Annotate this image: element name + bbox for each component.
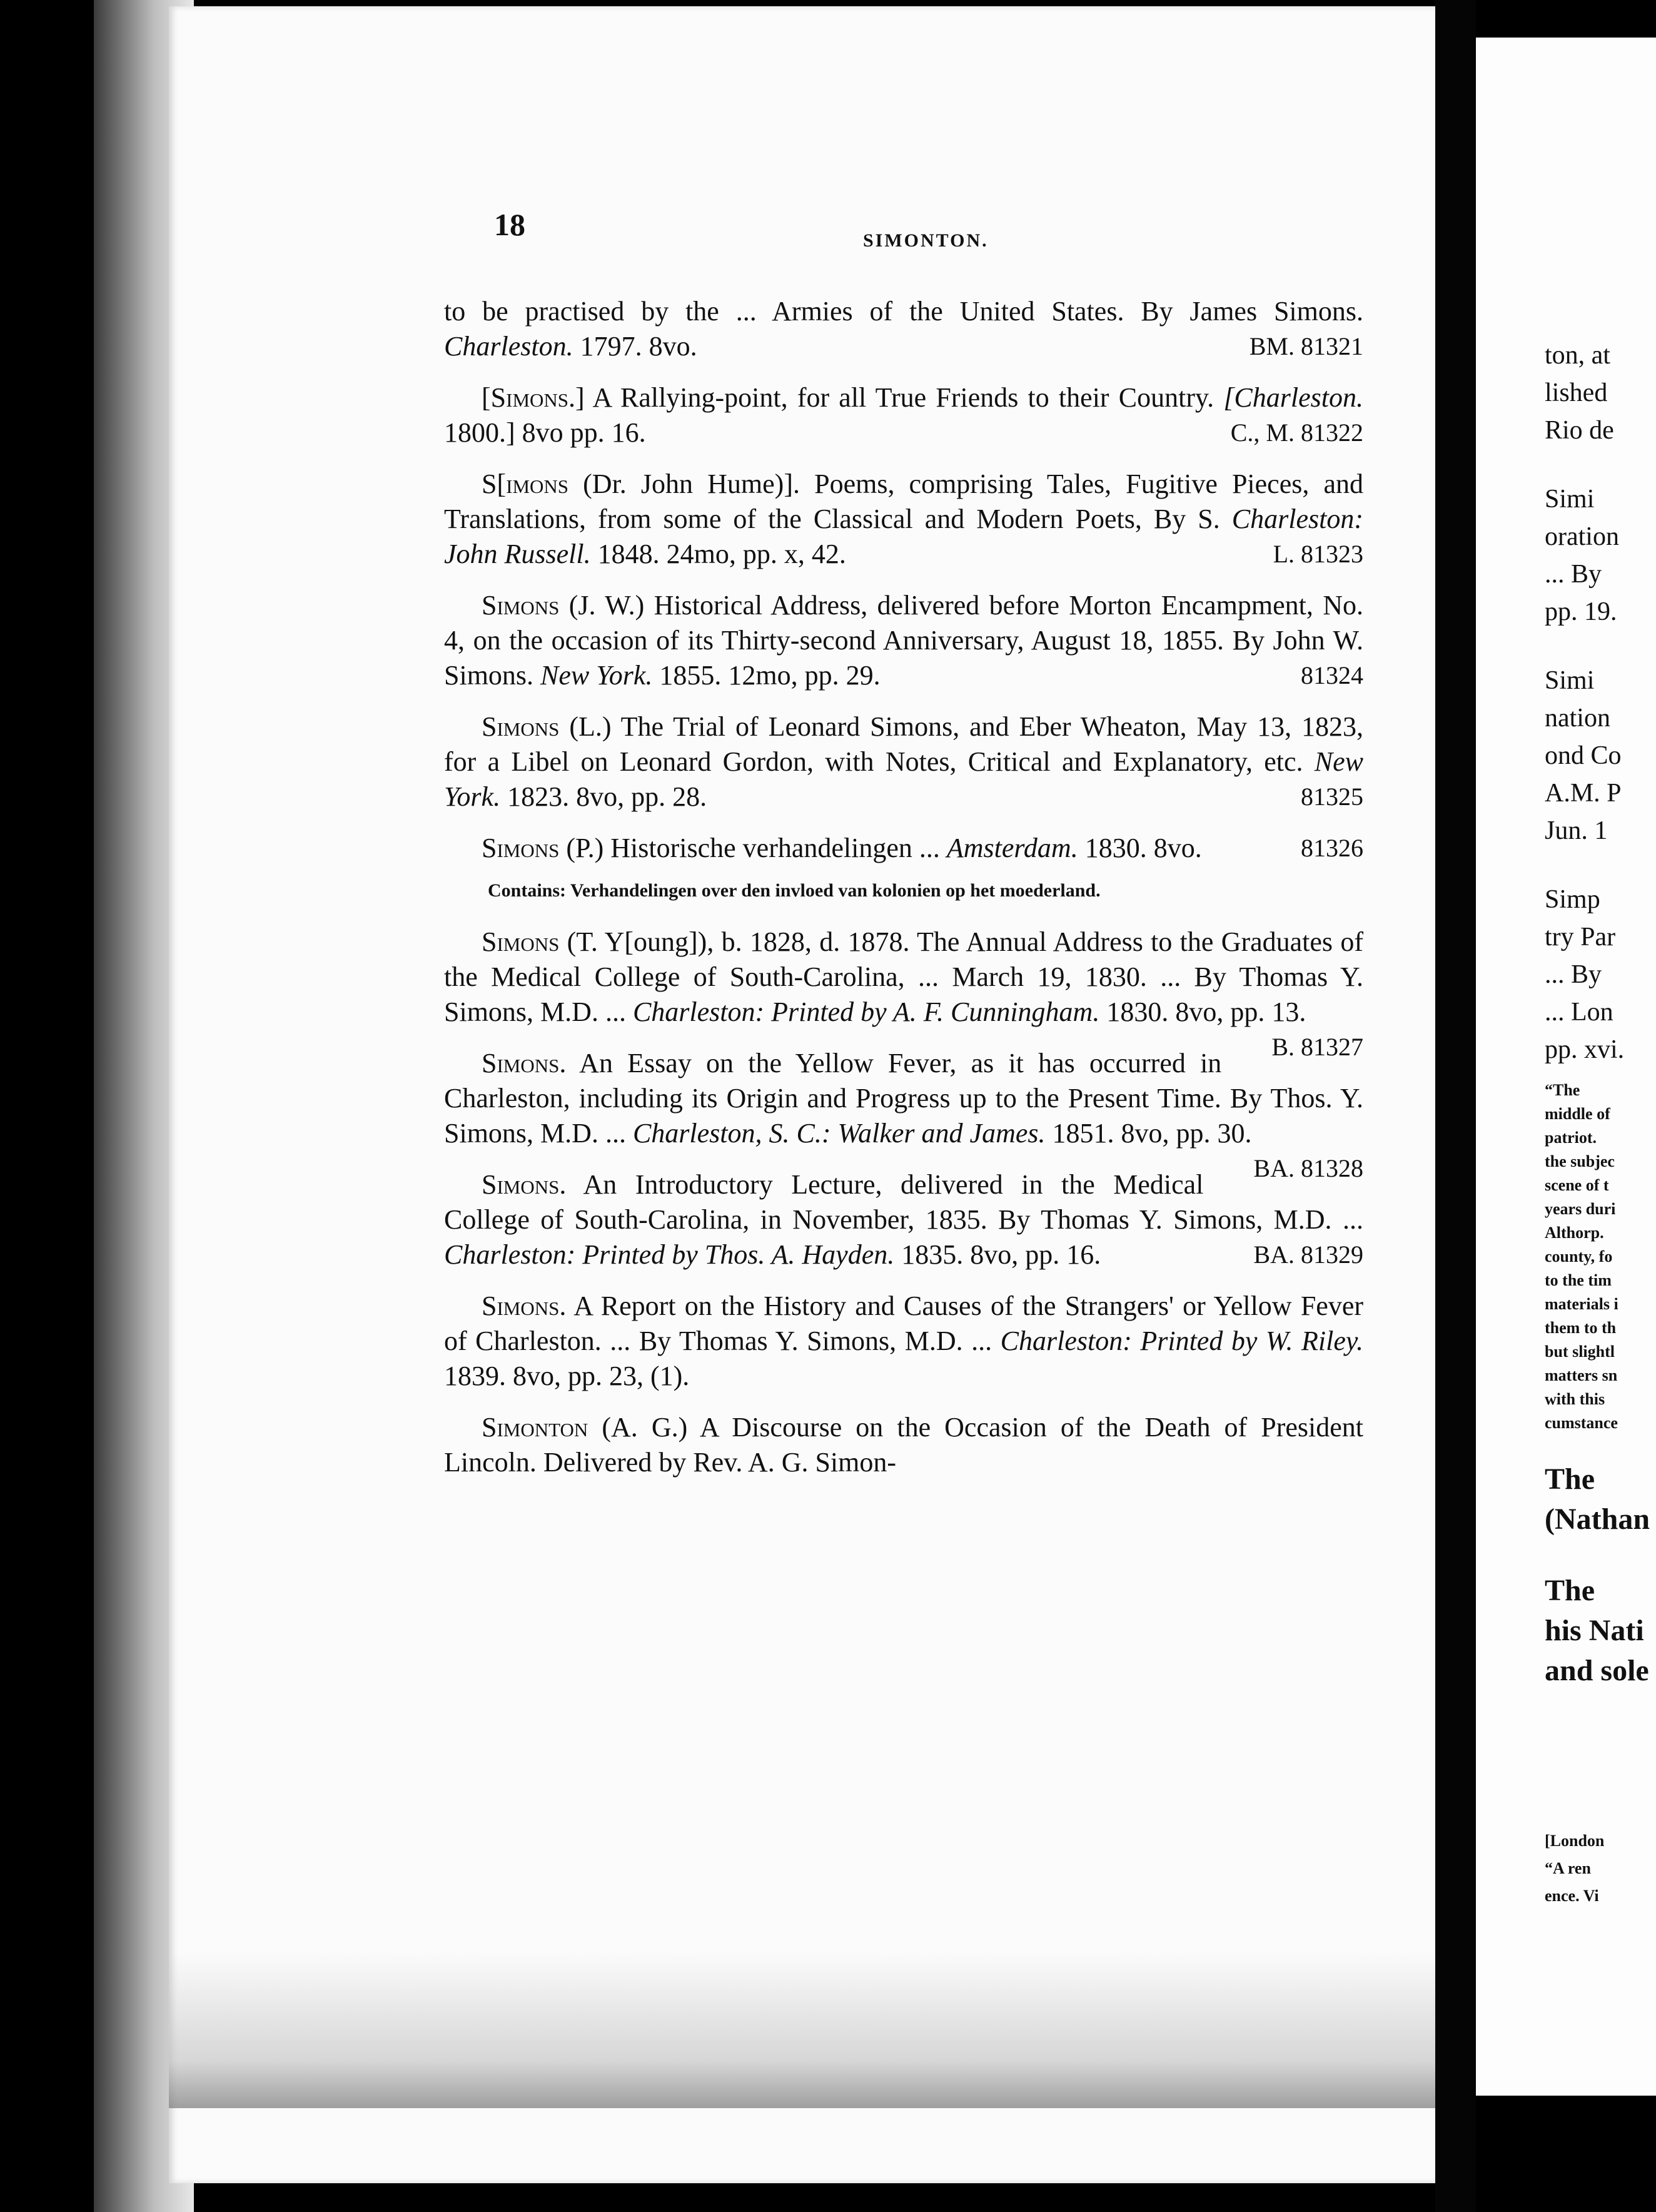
text-column (444, 294, 1363, 1496)
entry-heading: Simons. (482, 1048, 567, 1078)
entry-number: B. 81327 (1271, 1033, 1363, 1061)
facing-page-line: cumstance (1545, 1414, 1618, 1432)
facing-page-line: Simp (1545, 885, 1600, 914)
entry-text: (J. W.) Historical Address, delivered before Morton Encampment, No. 4, on the occasion of its Thirty-second Anniversary, August 18, 1855. By John W. Simons. (444, 590, 1364, 691)
entry-number: 81325 (1301, 783, 1363, 811)
entry-note: Contains: Verhandelingen over den invloed van kolonien op het moederland. (488, 880, 1101, 901)
page-number: 18 (494, 207, 525, 242)
facing-page-line: The (1545, 1574, 1595, 1607)
facing-page-line: lished (1545, 378, 1608, 407)
entry-collation: 1823. 8vo, pp. 28. (507, 781, 707, 812)
bib-entry (444, 1410, 1363, 1480)
facing-page-line: The (1545, 1463, 1595, 1496)
entry-number: BA. 81329 (1253, 1240, 1363, 1269)
bib-entry (444, 1289, 1363, 1394)
facing-page-line: ond Co (1545, 741, 1622, 770)
entry-heading: Simons (482, 711, 560, 742)
facing-page-line: “The (1545, 1081, 1580, 1099)
bib-entry (444, 831, 1363, 866)
bib-entry (444, 709, 1363, 814)
entry-collation: 1797. 8vo. (580, 331, 697, 362)
entry-collation: 1855. 12mo, pp. 29. (659, 660, 881, 691)
facing-page-line: with this (1545, 1390, 1605, 1408)
facing-page-line: scene of t (1545, 1176, 1609, 1194)
entry-number: 81324 (1301, 661, 1363, 689)
entry-imprint: New York. (444, 746, 1364, 812)
facing-page-line: “A ren (1545, 1859, 1591, 1877)
entry-collation: 1830. 8vo, pp. 13. (1106, 997, 1306, 1027)
facing-page-line: Simi (1545, 666, 1595, 695)
entry-number: L. 81323 (1273, 540, 1363, 568)
facing-page-line: Althorp. (1545, 1224, 1604, 1242)
facing-page-line: ... Lon (1545, 998, 1613, 1027)
entry-collation: 1839. 8vo, pp. 23, (1). (444, 1361, 690, 1391)
entry-text: (A. G.) A Discourse on the Occasion of the Death of President Lincoln. Delivered by Rev. A. G. Simon- (444, 1412, 1364, 1478)
entry-imprint: Charleston, S. C.: Walker and James. (632, 1118, 1046, 1149)
bib-entry (444, 467, 1363, 572)
bib-entry (444, 380, 1363, 450)
facing-page-line: ... By (1545, 960, 1602, 989)
entry-text: An Essay on the Yellow Fever, as it has occurred in Charleston, including its Origin and Progress up to the Present Time. By Thos. Y. Simons, M.D. ... (444, 1048, 1363, 1149)
entry-heading: Simons (482, 926, 560, 957)
running-title: SIMONTON. (863, 230, 989, 251)
facing-page-line: middle of (1545, 1105, 1610, 1123)
entry-collation: 1851. 8vo, pp. 30. (1052, 1118, 1252, 1149)
facing-page-line: Rio de (1545, 416, 1614, 445)
facing-page-line: A.M. P (1545, 779, 1622, 808)
entry-heading: Simons (482, 833, 560, 863)
facing-page-line: years duri (1545, 1200, 1616, 1218)
facing-page-line: ence. Vi (1545, 1887, 1599, 1905)
facing-page-line: but slightl (1545, 1342, 1615, 1361)
entry-imprint: New York. (540, 660, 653, 691)
gutter (1435, 0, 1476, 2212)
facing-page-line: materials i (1545, 1295, 1618, 1313)
bib-entry (444, 294, 1363, 364)
running-head (494, 206, 1376, 256)
facing-page-line: his Nati (1545, 1614, 1644, 1647)
entry-collation: 1835. 8vo, pp. 16. (901, 1239, 1101, 1270)
entry-text: (P.) Historische verhandelingen ... (566, 833, 940, 863)
facing-page-line: patriot. (1545, 1129, 1597, 1147)
entry-number: C., M. 81322 (1230, 419, 1363, 447)
facing-page-line: Simi (1545, 485, 1595, 514)
facing-page-line: pp. xvi. (1545, 1035, 1625, 1064)
entry-imprint: Charleston. (444, 331, 573, 362)
bib-entry (444, 925, 1363, 1061)
page-bottom-shadow (169, 1952, 1435, 2108)
facing-page-line: the subjec (1545, 1152, 1615, 1170)
entry-imprint: Charleston: Printed by A. F. Cunningham. (632, 997, 1100, 1027)
entry-imprint: Charleston: Printed by W. Riley. (1000, 1326, 1363, 1356)
entry-text: A Rallying-point, for all True Friends to their Country. (592, 382, 1214, 413)
facing-page-fragment (1476, 38, 1656, 2096)
facing-page-line: and sole (1545, 1654, 1649, 1687)
facing-page-line: to the tim (1545, 1271, 1612, 1289)
facing-page-line: ton, at (1545, 341, 1610, 370)
scan-border-left (0, 0, 94, 2212)
entry-collation: 1848. 24mo, pp. x, 42. (597, 539, 846, 569)
bib-entry (444, 588, 1363, 693)
entry-text: (T. Y[oung]), b. 1828, d. 1878. The Annual Address to the Graduates of the Medical College of South-Carolina, ... March 19, 1830. ... By Thomas Y. Simons, M.D. ... (444, 926, 1363, 1027)
entry-text: to be practised by the ... Armies of the United States. By James Simons. (444, 296, 1363, 327)
entry-text: (L.) The Trial of Leonard Simons, and Eber Wheaton, May 13, 1823, for a Libel on Leonard Gordon, with Notes, Critical and Explanatory, etc. (444, 711, 1364, 777)
entry-heading: Simonton (482, 1412, 588, 1443)
entry-imprint: Charleston: John Russell. (444, 504, 1363, 569)
entry-heading: Simons (482, 590, 560, 621)
entry-collation: 1830. 8vo. (1084, 833, 1202, 863)
facing-page-line: oration (1545, 522, 1619, 551)
entry-imprint: Charleston: Printed by Thos. A. Hayden. (444, 1239, 895, 1270)
entry-text: A Report on the History and Causes of the Strangers' or Yellow Fever of Charleston. ... By Thomas Y. Simons, M.D. ... (444, 1291, 1363, 1356)
facing-page-line: [London (1545, 1832, 1605, 1850)
entry-imprint: [Charleston. (1223, 382, 1364, 413)
facing-page-line: them to th (1545, 1319, 1617, 1337)
entry-heading: [Simons.] (482, 382, 585, 413)
facing-page-line: matters sn (1545, 1366, 1618, 1384)
facing-page-line: ... By (1545, 560, 1602, 589)
entry-text: (Dr. John Hume)]. Poems, comprising Tales, Fugitive Pieces, and Translations, from some of the Classical and Modern Poets, By S. (444, 469, 1364, 534)
entry-heading: S[imons (482, 469, 569, 499)
entry-number: BA. 81328 (1253, 1154, 1363, 1182)
entry-text: An Introductory Lecture, delivered in the Medical College of South-Carolina, in November, 1835. By Thomas Y. Simons, M.D. ... (444, 1169, 1363, 1235)
facing-page-line: nation (1545, 704, 1610, 733)
entry-collation: 1800.] 8vo pp. 16. (444, 417, 646, 448)
facing-page-line: pp. 19. (1545, 597, 1617, 626)
entry-imprint: Amsterdam. (946, 833, 1078, 863)
facing-page-line: county, fo (1545, 1247, 1613, 1266)
entry-heading: Simons. (482, 1291, 567, 1321)
facing-page-line: Jun. 1 (1545, 816, 1608, 845)
facing-page-line: try Par (1545, 923, 1616, 951)
entry-number: BM. 81321 (1249, 332, 1363, 360)
entry-number: 81326 (1301, 834, 1363, 862)
bib-entry (444, 1046, 1363, 1182)
entry-heading: Simons. (482, 1169, 567, 1200)
facing-page-line: (Nathan (1545, 1503, 1650, 1536)
